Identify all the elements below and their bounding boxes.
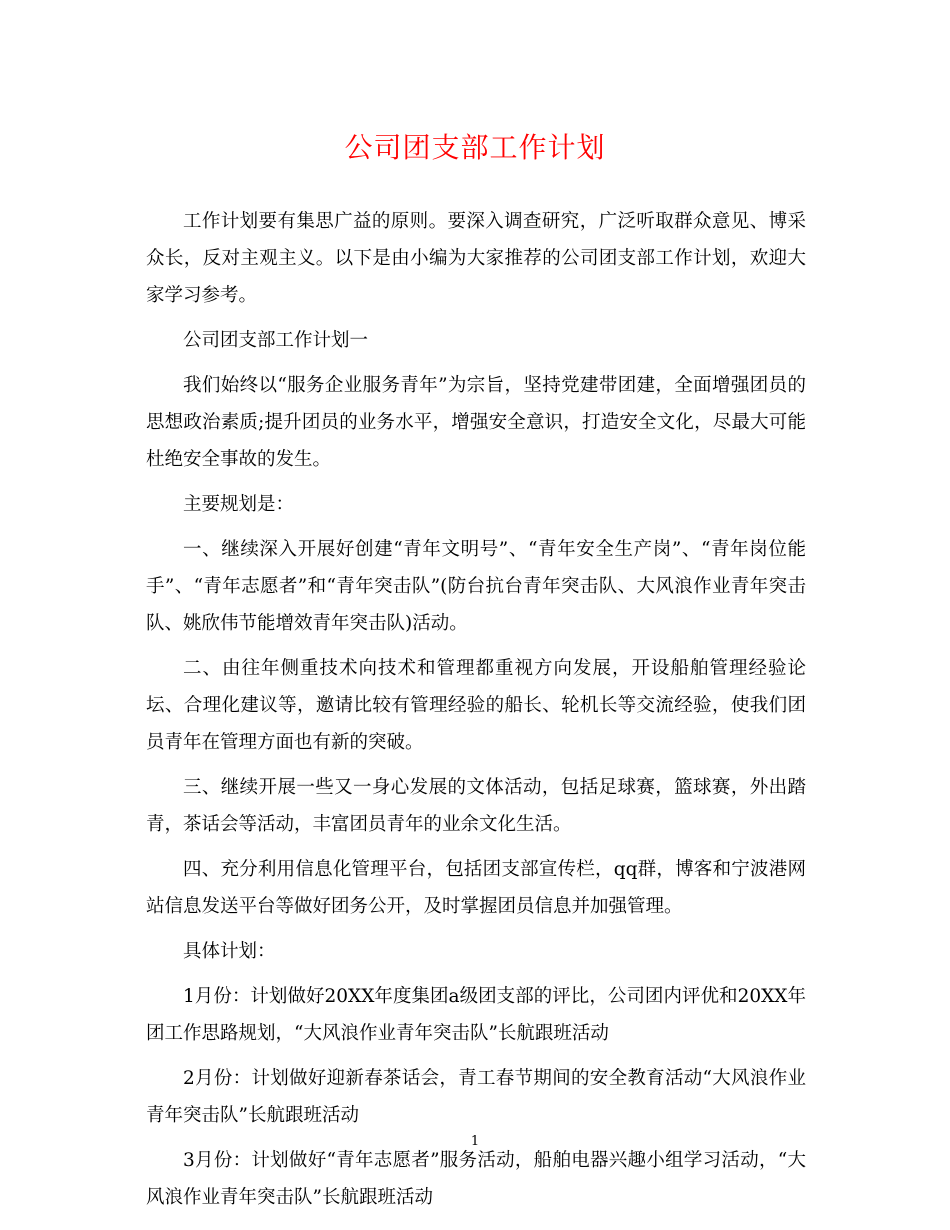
month-march: 3月份：计划做好“青年志愿者”服务活动，船舶电器兴趣小组学习活动，“大风浪作业青年突击队”长航跟班活动 <box>146 1150 806 1208</box>
plan-item-2: 二、由往年侧重技术向技术和管理都重视方向发展，开设船舶管理经验论坛、合理化建议等，邀请比较有管理经验的船长、轮机长等交流经验，使我们团员青年在管理方面也有新的突破。 <box>146 658 806 753</box>
intro-paragraph: 工作计划要有集思广益的原则。要深入调查研究，广泛听取群众意见、博采众长，反对主观主义。以下是由小编为大家推荐的公司团支部工作计划，欢迎大家学习参考。 <box>146 211 806 306</box>
month-january: 1月份：计划做好20XX年度集团a级团支部的评比，公司团内评优和20XX年团工作思路规划，“大风浪作业青年突击队”长航跟班活动 <box>146 986 806 1044</box>
document-body <box>146 203 806 1224</box>
plan-item-1: 一、继续深入开展好创建“青年文明号”、“青年安全生产岗”、“青年岗位能手”、“青年志愿者”和“青年突击队”(防台抗台青年突击队、大风浪作业青年突击队、姚欣伟节能增效青年突击队)活动。 <box>146 539 806 634</box>
plan-item-4: 四、充分利用信息化管理平台，包括团支部宣传栏，qq群，博客和宁波港网站信息发送平台等做好团务公开，及时掌握团员信息并加强管理。 <box>146 859 806 917</box>
specific-plan-heading: 具体计划： <box>183 941 276 962</box>
section-heading-plan-one: 公司团支部工作计划一 <box>183 330 369 351</box>
plan-item-3: 三、继续开展一些又一身心发展的文体活动，包括足球赛，篮球赛，外出踏青，茶话会等活动，丰富团员青年的业余文化生活。 <box>146 777 806 835</box>
page-number: 1 <box>470 1134 480 1149</box>
document-title: 公司团支部工作计划 <box>344 131 606 164</box>
main-plan-heading: 主要规划是： <box>183 494 295 515</box>
month-february: 2月份：计划做好迎新春茶话会，青工春节期间的安全教育活动“大风浪作业青年突击队”长航跟班活动 <box>146 1068 806 1126</box>
purpose-paragraph: 我们始终以“服务企业服务青年”为宗旨，坚持党建带团建，全面增强团员的思想政治素质;提升团员的业务水平，增强安全意识，打造安全文化，尽最大可能杜绝安全事故的发生。 <box>146 375 806 470</box>
